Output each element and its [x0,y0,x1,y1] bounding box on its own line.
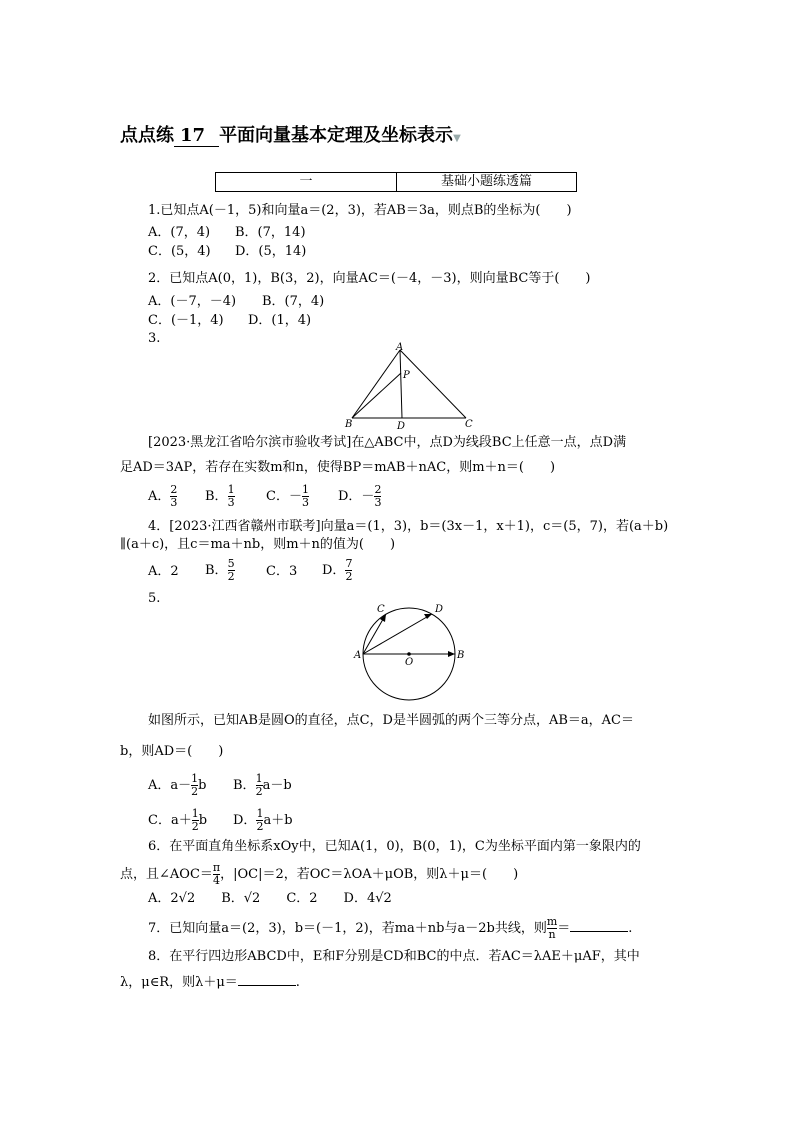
q3-label-b: B [345,419,353,430]
title-text: 平面向量基本定理及坐标表示 [219,125,454,146]
q2-option-a: A．(－7，－4) [148,294,237,309]
q4-line2: ∥(a＋c)，且c＝ma＋nb，则m＋n的值为( ) [120,537,396,552]
q5-label-a: A [354,650,362,661]
q5-label-d: D [435,604,444,615]
q3-line2: 足AD＝3AP，若存在实数m和n，使得BP＝mAB＋nAC，则m＋n＝( ) [120,460,556,475]
q2-stem: 2．已知点A(0，1)，B(3，2)，向量AC＝(－4，－3)，则向量BC等于( ) [148,271,591,286]
q1-option-a: A．(7，4) [148,225,211,240]
q5-label-c: C [377,604,385,615]
q4-option-c: C．3 [266,564,298,579]
q2-option-d: D．(1，4) [248,313,312,328]
q5-number: 5. [148,591,161,606]
q5-option-c: C．a＋ $\frac{1}{2}$ b [148,807,208,833]
q3-label-c: C [465,419,473,430]
q5-label-o: O [405,657,414,668]
q7-answer-blank[interactable] [570,919,628,932]
q5-option-a: A．a－ $\frac{1}{2}$ b [148,772,207,798]
q4-option-a: A．2 [148,564,179,579]
section-name: 基础小题练透篇 [440,174,532,189]
q2-option-c: C．(－1，4) [148,313,224,328]
q5-option-b: B． $\frac{1}{2}$ a－b [233,772,292,798]
q3-label-p: P [403,370,410,381]
q6-options: A．2√2 B．√2 C．2 D．4√2 [148,891,392,906]
q3-option-c: C．－ $\frac{1}{3}$ [266,483,309,509]
q1-option-d: D．(5，14) [235,244,307,259]
q5-label-b: B [457,650,465,661]
q3-line1: [2023·黑龙江省哈尔滨市验收考试]在△ABC中，点D为线段BC上任意一点，点D满 [148,435,627,450]
q8-answer-blank[interactable] [238,973,296,986]
q6-line2: 点，且∠AOC＝ $\frac{\pi}{4}$ ，|OC|＝2，若OC＝λOA＋μOB，则λ＋μ＝( ) [120,861,519,887]
q2-option-b: B．(7，4) [262,294,325,309]
q4-option-b: B． $\frac{5}{2}$ [205,557,235,583]
q4-line1: 4．[2023·江西省赣州市联考]向量a＝(1，3)，b＝(3x－1，x＋1)，c＝(5，7)，若(a＋b) [148,519,669,534]
q8-line2: λ，μ∈R，则λ＋μ＝ . [120,975,300,990]
section-header [215,172,577,192]
q3-option-b: B． $\frac{1}{3}$ [205,483,235,509]
title-prefix: 点点练 [120,125,174,146]
q1-option-c: C．(5，4) [148,244,211,259]
q3-triangle-figure [340,342,480,432]
q5-option-d: D． $\frac{1}{2}$ a＋b [233,807,293,833]
q4-option-d: D． $\frac{7}{2}$ [322,557,353,583]
title-number: 17 [174,125,219,147]
q3-label-d: D [397,421,406,432]
q5-circle-figure [345,598,475,708]
q8-line1: 8．在平行四边形ABCD中，E和F分别是CD和BC的中点．若AC＝λAE＋μAF，其中 [148,949,640,964]
q3-label-a: A [396,342,404,353]
dropdown-marker-icon: ▼ [453,133,461,144]
q7-line: 7．已知向量a＝(2，3)，b＝(－1，2)，若ma＋nb与a－2b共线，则 $\frac{m}{n}$ ＝ . [148,915,633,941]
q6-line1: 6．在平面直角坐标系xOy中，已知A(1，0)，B(0，1)，C为坐标平面内第一象限内的 [148,839,641,854]
q3-option-d: D．－ $\frac{2}{3}$ [338,483,382,509]
q3-number: 3. [148,331,161,346]
section-index: 一 [216,173,397,191]
q3-option-a: A． $\frac{2}{3}$ [148,483,178,509]
q1-option-b: B．(7，14) [235,225,306,240]
q1-stem: 1.已知点A(－1，5)和向量a＝(2，3)，若AB＝3a，则点B的坐标为( ) [148,203,572,218]
q5-line1: 如图所示，已知AB是圆O的直径，点C，D是半圆弧的两个三等分点，AB＝a，AC＝ [148,713,634,728]
page-title [120,124,461,151]
q5-line2: b，则AD＝( ) [120,744,224,759]
